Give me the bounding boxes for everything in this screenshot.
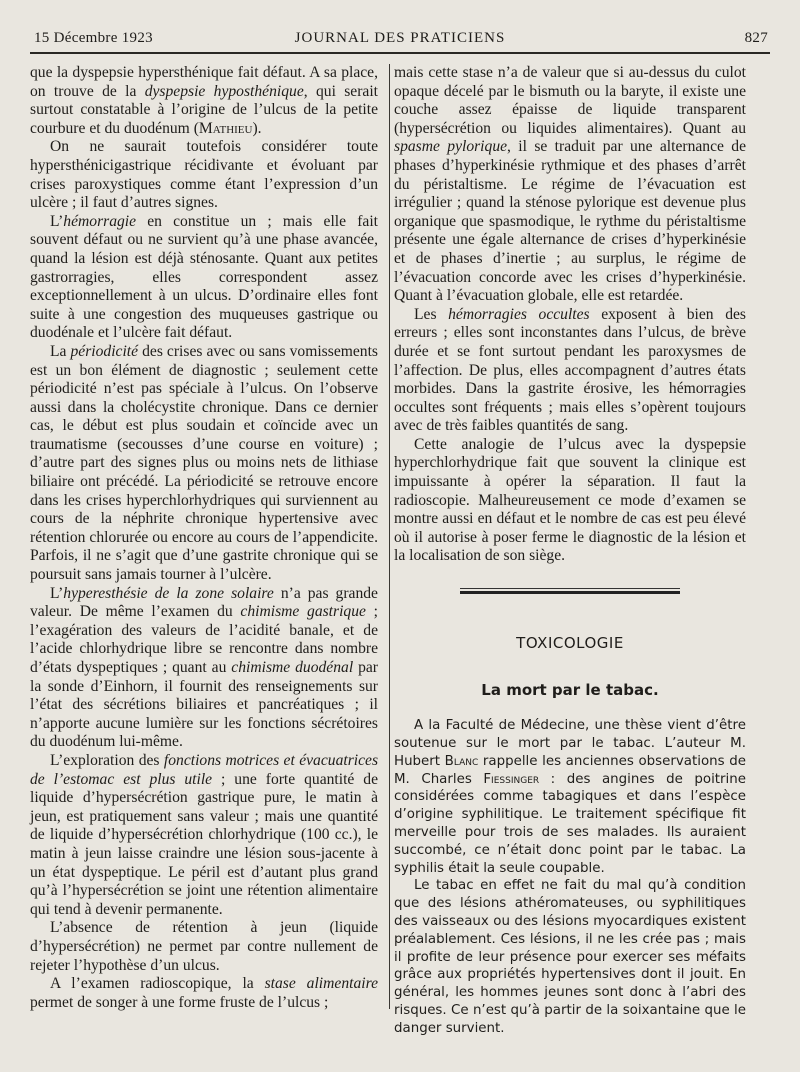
paragraph: La périodicité des crises avec ou sans vomissements est un bon élément de diagnostic ; seulement cette périodicité n’est pas spéciale à l’ulcus. On l’observe aussi dans la cholécystite chronique. Dans ce dernier cas, le début est plus soudain et coïncide avec un traumatisme (secousses d’une course en voiture) ; d’autre part des signes plus ou moins nets de lithiase biliaire ont précédé. La périodicité se retrouve encore dans les crises hyperchlorhydriques qui surviennent au cours de la néphrite chronique hypertensive avec rétention chlorurée ou encore au cours de l’appendicite. Parfois, il ne s’agit que d’une gastrite chronique qui se poursuit sans jamais tourner à l’ulcère. (30, 342, 378, 584)
paragraph: Cette analogie de l’ulcus avec la dyspepsie hyperchlorhydrique fait que souvent la clinique est impuissante à opérer la séparation. Il faut la radioscopie. Malheureusement ce mode d’examen se montre aussi en défaut et le nombre de cas est peu élevé où il autorise à poser ferme le diagnostic de la lésion et la localisation de son siège. (394, 435, 746, 565)
paragraph: que la dyspepsie hypersthénique fait défaut. A sa place, on trouve de la dyspepsie hyposthénique, qui serait surtout constatable à l’origine de l’ulcus de la petite courbure et du duodénum (Mathieu). (30, 64, 378, 137)
journal-title: JOURNAL DES PRATICIENS (294, 30, 506, 46)
section-title: TOXICOLOGIE (516, 634, 624, 653)
section-divider (460, 588, 680, 594)
paragraph: L’absence de rétention à jeun (liquide d’hypersécrétion) ne permet par contre nullement de rejeter l’hypothèse d’un ulcus. (30, 919, 378, 974)
paragraph: Les hémorragies occultes exposent à bien des erreurs ; elles sont inconstantes dans l’ulcus, de brève durée et se font surtout pendant les paroxysmes de l’affection. De plus, elles accompagnent d’autres états morbides. Dans la gastrite érosive, les hémorragies occultes sont fréquents ; mais elles s’opèrent toujours avec de très faibles quantités de sang. (394, 305, 746, 435)
author-name: Blanc (444, 753, 479, 769)
right-column (394, 64, 746, 1038)
article-body (394, 717, 746, 1037)
paragraph: mais cette stase n’a de valeur que si au-dessus du culot opaque décelé par le bismuth ou la baryte, il existe une couche assez épaisse de liquide transparent (hypersécrétion ou liquides alimentaires). Quant au spasme pylorique, il se traduit par une alternance de phases d’hyperkinésie rythmique et des phases d’arrêt du péristaltisme. Le régime de l’évacuation est irrégulier ; quand la sténose pylorique est devenue plus organique que spasmodique, le rythme du péristaltisme présente une égale alternance de crises d’hyperkinésie et de phases d’inertie ; au surplus, le régime de l’évacuation concorde avec les crises d’hyperkinésie. Quant à l’évacuation globale, elle est retardée. (394, 64, 747, 305)
paragraph: Le tabac en effet ne fait du mal qu’à condition que des lésions athéromateuses, ou syphilitiques des vaisseaux ou des lésions myocardiques existent préalablement. Ces lésions, il ne les crée pas ; mais il profite de leur présence pour exercer ses méfaits grâce aux propriétés hypertensives dont il jouit. En général, les hommes jeunes sont donc à l’abri des risques. Ce n’est qu’à partir de la soixantaine que le danger survient. (394, 878, 746, 1036)
paragraph: A l’examen radioscopique, la stase alimentaire permet de songer à une forme fruste de l’ulcus ; (30, 975, 378, 1011)
page-number: 827 (744, 30, 768, 46)
paragraph: L’hyperesthésie de la zone solaire n’a pas grande valeur. De même l’examen du chimisme gastrique ; l’exagération des valeurs de l’acidité banale, et de l’acide chlorhydrique libre se rencontre dans nombre d’états dyspeptiques ; quant au chimisme duodénal par la sonde d’Einhorn, il fournit des renseignements sur l’état des sécrétions biliaires et pancréatiques ; il n’apporte aucune lumière sur les fonctions sécrétoires du duodénum lui-même. (30, 584, 378, 751)
author-name: Mathieu (198, 119, 253, 137)
paragraph: On ne saurait toutefois considérer toute hypersthénicigastrique récidivante et évoluant par crises paroxystiques comme étant l’expression d’un ulcère ; il faut d’autres signes. (30, 138, 378, 212)
page-header (30, 30, 770, 52)
paragraph: L’hémorragie en constitue un ; mais elle fait souvent défaut ou ne survient qu’à une phase avancée, quand la lésion est déjà sténosante. Quant aux petites gastrorragies, elles correspondent assez exceptionnellement à un ulcus. D’ordinaire elles font suite à une congestion des muqueuses gastrique ou duodénale et l’ulcère fait défaut. (30, 212, 378, 342)
ornament (394, 600, 746, 610)
author-name: Fiessinger (483, 771, 540, 787)
paragraph: A la Faculté de Médecine, une thèse vient d’être soutenue sur le mort par le tabac. L’auteur M. Hubert Blanc rappelle les anciennes observations de M. Charles Fiessinger : des angines de poitrine considérées comme tabagiques et dans l’espèce d’origine syphilitique. Le traitement spécifique fit merveille pour trois de ses malades. Ils auraient succombé, ce n’était donc point par le tabac. La syphilis était la seule coupable. (394, 718, 746, 876)
column-divider (389, 64, 390, 1009)
header-rule (30, 52, 770, 54)
paragraph: L’exploration des fonctions motrices et évacuatrices de l’estomac est plus utile ; une forte quantité de liquide d’hypersécrétion gastrique pure, le matin à jeun, est pratiquement sans valeur ; mais une quantité de liquide d’hypersécrétion chlorhydrique (100 cc.), le matin à jeun laisse craindre une lésion sous-jacente à un état dyspeptique. Le péril est d’autant plus grand qu’à l’hypersécrétion se joint une rétention alimentaire qui tend à devenir permanente. (30, 751, 379, 918)
left-column (30, 64, 378, 1012)
issue-date: 15 Décembre 1923 (34, 30, 153, 46)
article-title: La mort par le tabac. (481, 680, 659, 699)
